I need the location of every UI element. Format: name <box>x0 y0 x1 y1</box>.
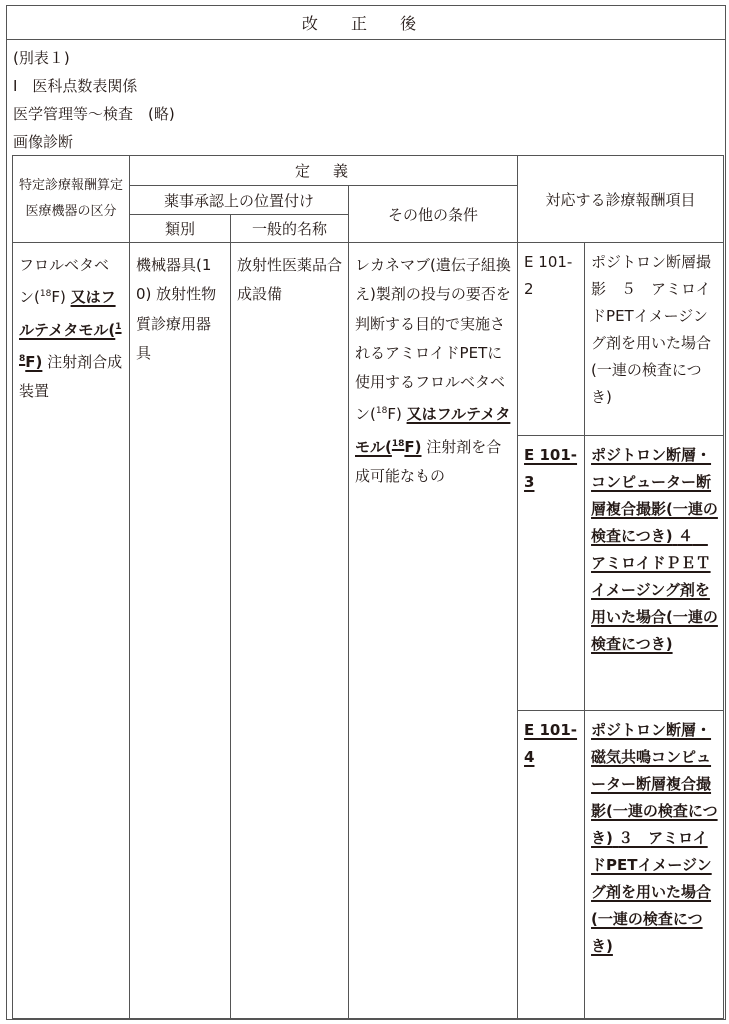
cell-other-conditions: レカネマブ(遺伝子組換え)製剤の投与の要否を判断する目的で実施されるアミロイドPETに使用するフロルベタベン($^{18}$F) 又はフルテメタモル($^{18}$F) 注射剤を合成可能なもの <box>349 243 518 1019</box>
intro-line-2: Ⅰ 医科点数表関係 <box>13 77 138 95</box>
intro-block <box>13 44 175 156</box>
header-corresponding-items: 対応する診療報酬項目 <box>518 156 724 243</box>
header-generic-name: 一般的名称 <box>231 215 349 243</box>
item-2-text: ポジトロン断層・コンピューター断層複合撮影(一連の検査につき) ４ アミロイドＰＥＴイメージング剤を用いた場合(一連の検査につき) <box>585 436 724 711</box>
header-title: 改 正 後 <box>7 6 725 40</box>
device-table <box>12 155 724 1019</box>
document-frame <box>6 5 726 1020</box>
header-type: 類別 <box>130 215 231 243</box>
item-2-code: E 101-3 <box>518 436 585 711</box>
header-device-category: 特定診療報酬算定医療機器の区分 <box>13 156 130 243</box>
intro-line-1: (別表１) <box>13 49 70 67</box>
header-definition: 定 義 <box>130 156 518 186</box>
item-3-code: E 101-4 <box>518 711 585 1019</box>
iso-mass-number: 18 <box>39 289 52 300</box>
item-3-text: ポジトロン断層・磁気共鳴コンピューター断層複合撮影(一連の検査につき) ３ アミロイドPETイメージング剤を用いた場合(一連の検査につき) <box>585 711 724 1019</box>
item-1-text: ポジトロン断層撮影 ５ アミロイドPETイメージング剤を用いた場合(一連の検査につき) <box>585 243 724 436</box>
header-other-conditions: その他の条件 <box>349 186 518 243</box>
item-1-code: E 101-2 <box>518 243 585 436</box>
cell-type: 機械器具(10) 放射性物質診療用器具 <box>130 243 231 1019</box>
cell-device-category: フロルベタベン($^{18}$F) 又はフルテメタモル($^{18}$F) 注射剤合成装置 <box>13 243 130 1019</box>
cell-generic-name: 放射性医薬品合成設備 <box>231 243 349 1019</box>
header-approval-position: 薬事承認上の位置付け <box>130 186 349 215</box>
intro-line-3: 医学管理等～検査 (略) <box>13 105 175 123</box>
intro-line-4: 画像診断 <box>13 133 74 151</box>
